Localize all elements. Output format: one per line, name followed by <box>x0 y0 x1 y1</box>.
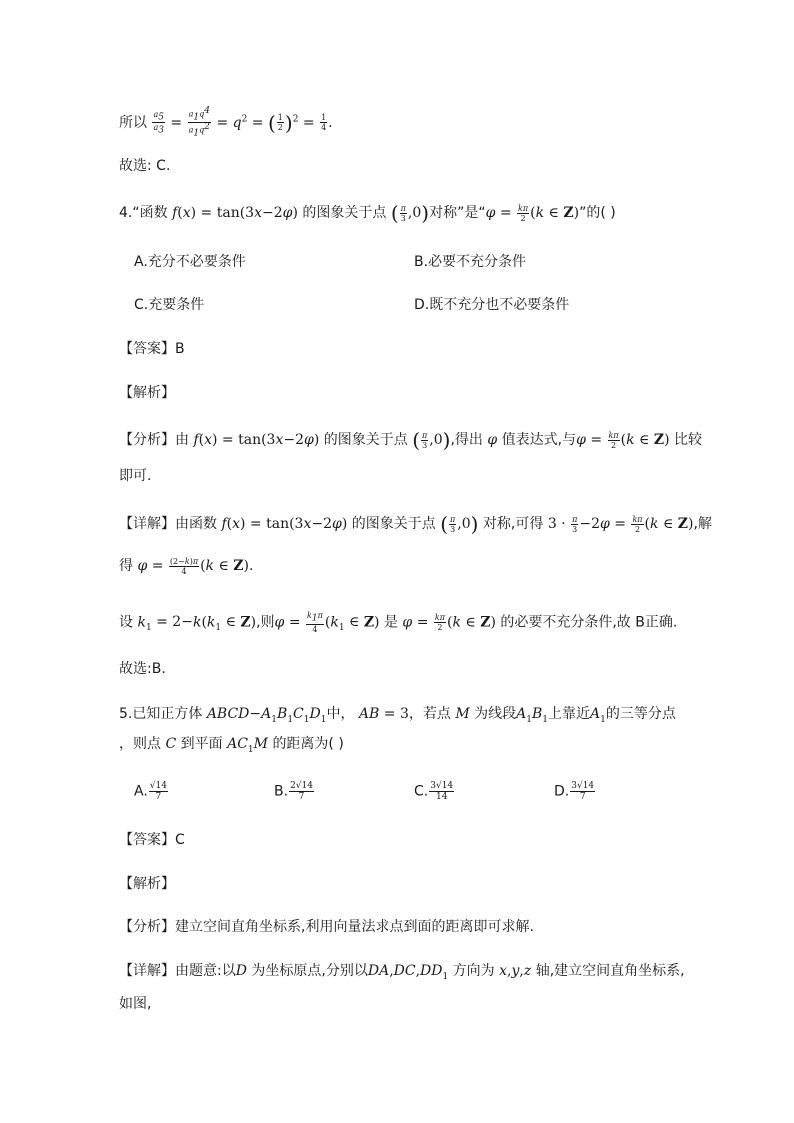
q4-guxuan: 故选:B. <box>119 661 166 677</box>
q4-option-a: A.充分不必要条件 <box>134 254 246 270</box>
q5-stem-cont: ，则点 C 到平面 $AC_1M$ 的距离为( ) <box>119 736 344 755</box>
q5-option-d: D. $\frac{3√14}{7}$ <box>554 781 595 802</box>
q4-answer: 【答案】B <box>119 341 185 357</box>
q5-stem: 5.已知正方体 $ABCD-A_1B_1C_1D_1$中， AB = 3，若点 M 为线段$A_1B_1$上靠近$A_1$的三等分点 <box>119 706 676 725</box>
q4-jiexi-heading: 【解析】 <box>119 385 175 401</box>
answer-choice-c-prev: 故选: C. <box>119 158 171 174</box>
q5-fenxi: 【分析】建立空间直角坐标系,利用向量法求点到面的距离即可求解. <box>119 919 534 935</box>
q4-she: 设 $k_1 = 2-k(k_1$ ∈ Z),则φ = $\frac{k_1\pi}{4}$ ($k_1$ ∈ Z) 是 φ = $\frac{k\pi}{2}$ (k ∈ Z) 的必要不充分条件,故 B正确. <box>119 611 678 634</box>
q5-option-b: B. $\frac{2√14}{7}$ <box>274 781 313 802</box>
q4-xiangjie: 【详解】由函数 f(x) = tan(3x−2φ) 的图象关于点 ( $\frac{\pi}{3}$ ,0) 对称,可得 3 · $\frac{\pi}{3}$ −2φ = $\frac{k\pi}{2}$ (k ∈ Z),解 <box>119 512 712 536</box>
ratio-line: 所以 $\frac{a_5}{a_3}$ = $\frac{a_1q^4}{a_1q^2}$ = $q^2$ = ( $\frac{1}{2}$ )$^2$ = $\frac{1}{4}$ . <box>119 106 333 139</box>
q4-option-c: C.充要条件 <box>134 297 205 313</box>
q4-option-d: D.既不充分也不必要条件 <box>414 297 570 313</box>
q4-fenxi-cont: 即可. <box>119 468 152 484</box>
q5-answer: 【答案】C <box>119 832 185 848</box>
q4-stem: 4.“函数 f(x) = tan(3x−2φ) 的图象关于点 ( $\frac{\pi}{3}$ ,0)对称”是“φ = $\frac{k\pi}{2}$ (k ∈ Z)”的( ) <box>119 201 616 225</box>
q4-xiangjie-cont: 得 φ = $\frac{(2-k)\pi}{4}$ (k ∈ Z). <box>119 556 254 576</box>
q5-xiangjie-cont: 如图, <box>119 996 152 1012</box>
frac-a1q4: $\frac{a_1q^4}{a_1q^2}$ <box>188 106 210 139</box>
q5-option-a: A. $\frac{√14}{7}$ <box>134 781 167 802</box>
q4-option-b: B.必要不充分条件 <box>414 254 527 270</box>
q4-fenxi: 【分析】由 f(x) = tan(3x−2φ) 的图象关于点 ( $\frac{\pi}{3}$ ,0),得出 φ 值表达式,与φ = $\frac{k\pi}{2}$ (k ∈ Z) 比较 <box>119 428 703 452</box>
q5-option-c: C. $\frac{3√14}{14}$ <box>414 781 454 802</box>
frac-a5-a3: $\frac{a_5}{a_3}$ <box>153 109 164 136</box>
q5-jiexi-heading: 【解析】 <box>119 876 175 892</box>
q5-xiangjie: 【详解】由题意:以D 为坐标原点,分别以$DA,DC,DD_1$ 方向为 x,y,z 轴,建立空间直角坐标系, <box>119 963 685 982</box>
